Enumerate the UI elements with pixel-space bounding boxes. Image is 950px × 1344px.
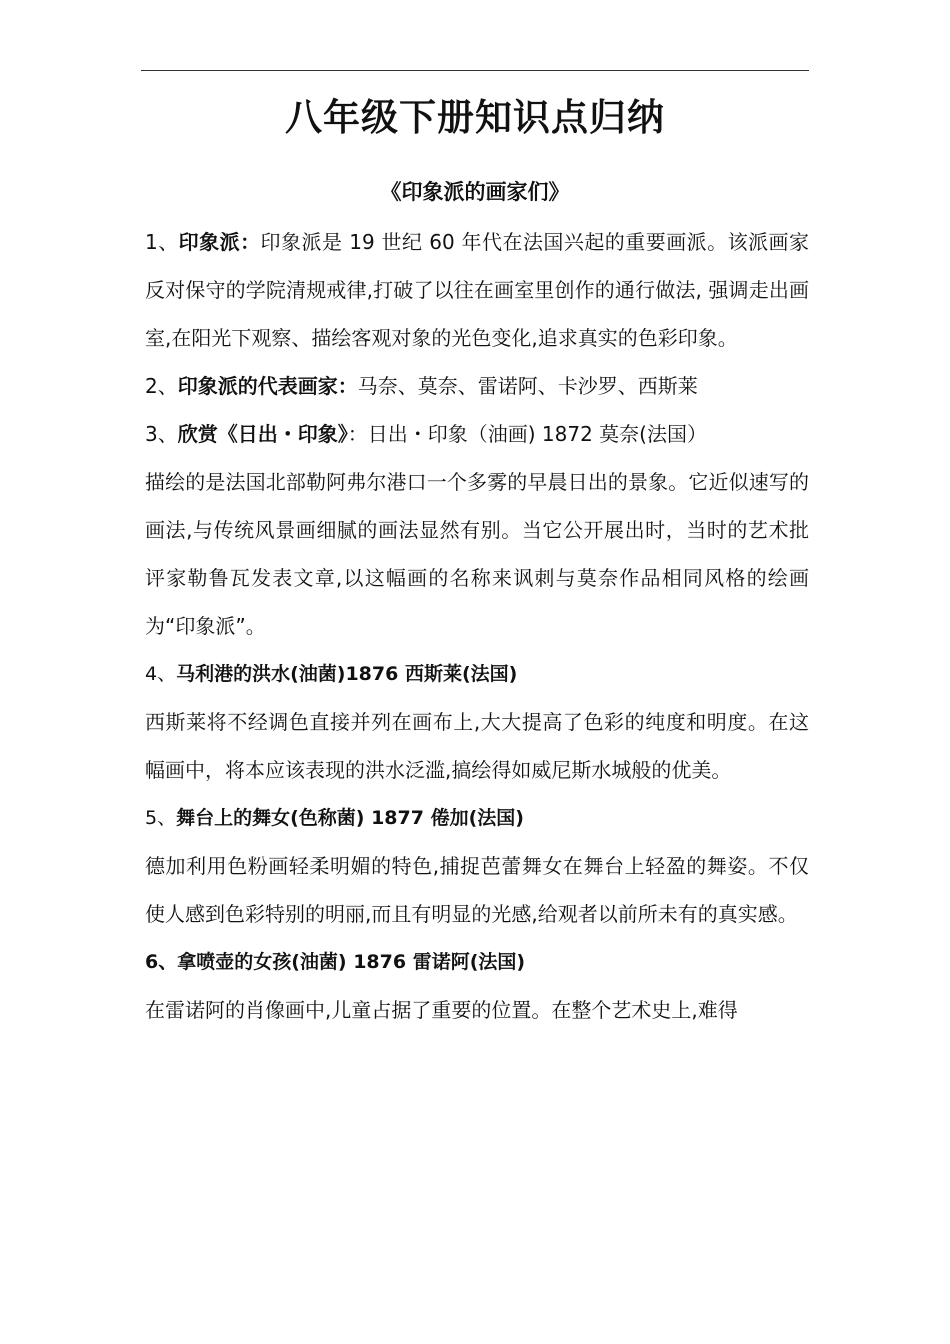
sunrise-description: 描绘的是法国北部勒阿弗尔港口一个多雾的早晨日出的景象。它近似速写的画法,与传统风景画细腻的画法显然有别。当它公开展出时，当时的艺术批评家勒鲁瓦发表文章,以这幅画的名称来讽刺与莫奈作品相同风格的绘画为“印象派”。 <box>145 470 809 638</box>
section-title: 《印象派的画家们》 <box>380 180 570 204</box>
heading-6-number: 6、 <box>145 951 178 973</box>
item-1-label: 印象派： <box>178 230 261 254</box>
item-1 <box>145 218 809 362</box>
heading-4-text: 马利港的洪水(油菌)1876 西斯莱(法国) <box>176 663 518 685</box>
heading-5 <box>145 794 809 842</box>
heading-5-number: 5、 <box>145 807 177 829</box>
document-body <box>145 218 809 1034</box>
item-2 <box>145 362 809 410</box>
paragraph-4: 西斯莱将不经调色直接并列在画布上,大大提高了色彩的纯度和明度。在这幅画中，将本应该表现的洪水泛滥,搞绘得如威尼斯水城般的优美。 <box>145 710 809 782</box>
header-rule <box>141 70 809 71</box>
heading-4 <box>145 650 809 698</box>
item-1-number: 1、 <box>145 230 179 254</box>
heading-4-number: 4、 <box>145 663 177 685</box>
item-3-label: 欣赏《日出・印象》 <box>177 422 348 446</box>
item-3-number: 3、 <box>145 422 178 446</box>
heading-6 <box>145 938 809 986</box>
item-2-text: 马奈、莫奈、雷诺阿、卡沙罗、西斯莱 <box>357 374 698 398</box>
document-title: 八年级下册知识点归纳 <box>285 96 665 139</box>
heading-5-text: 舞台上的舞女(色称菌) 1877 倦加(法国) <box>176 807 524 829</box>
item-3 <box>145 410 809 458</box>
item-2-label: 印象派的代表画家： <box>177 374 358 398</box>
paragraph-6: 在雷诺阿的肖像画中,儿童占据了重要的位置。在整个艺术史上,难得 <box>145 998 738 1022</box>
item-3-colon: ： <box>347 422 368 446</box>
heading-6-text: 拿喷壶的女孩(油菌) 1876 雷诺阿(法国) <box>177 951 526 973</box>
item-2-number: 2、 <box>145 374 178 398</box>
item-3-text: 日出・印象（油画) 1872 莫奈(法国） <box>367 422 707 446</box>
item-1-text: 印象派是 19 世纪 60 年代在法国兴起的重要画派。该派画家反对保守的学院清规戒律,打破了以往在画室里创作的通行做法, 强调走出画室,在阳光下观察、描绘客观对象的光色变化,追求真实的色彩印象。 <box>145 230 810 350</box>
paragraph-5: 德加利用色粉画轻柔明媚的特色,捕捉芭蕾舞女在舞台上轻盈的舞姿。不仅使人感到色彩特别的明丽,而且有明显的光感,给观者以前所未有的真实感。 <box>145 854 809 926</box>
